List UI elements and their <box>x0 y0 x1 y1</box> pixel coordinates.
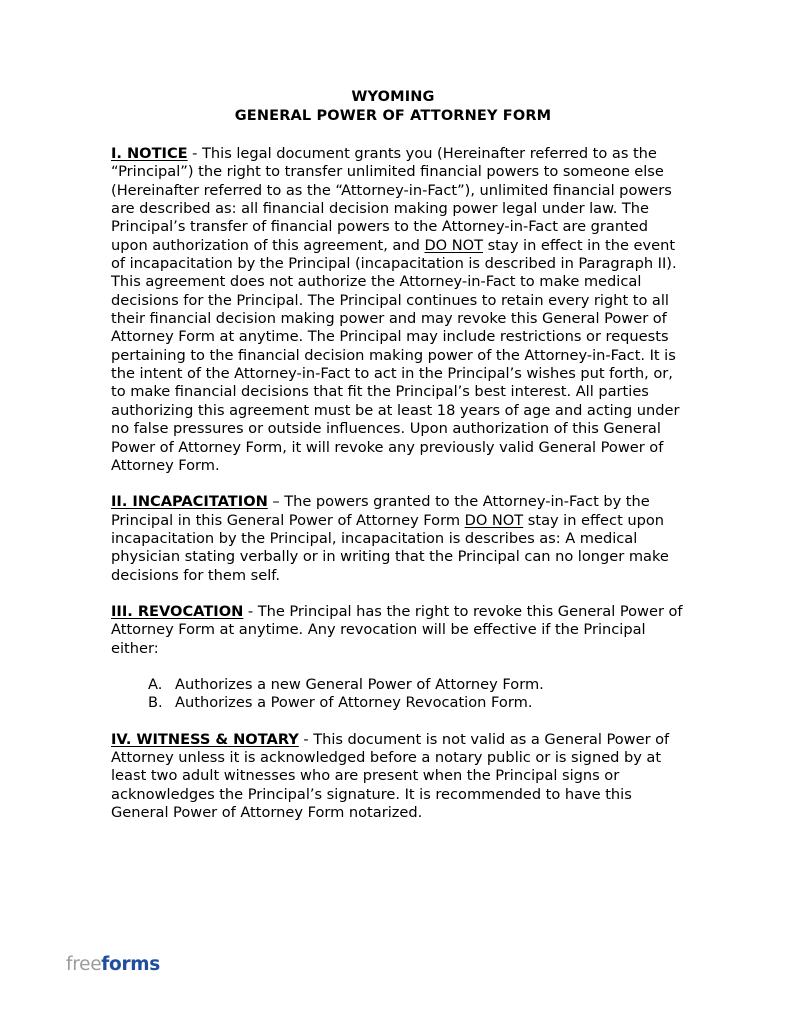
document-body <box>111 145 683 822</box>
list-item-marker: B. <box>148 694 163 712</box>
section-witness-notary-text-1: This document is not valid as a General Power of Attorney unless it is acknowledged before a notary public or is signed by at least two adult witnesses who are present when the Principal signs or acknowledges the Principal’s signature. It is recommended to have this General Power of Attorney Form notarized. <box>111 730 670 821</box>
list-item-label: Authorizes a new General Power of Attorney Form. <box>175 675 544 693</box>
section-notice-heading: I. NOTICE <box>111 145 188 162</box>
revocation-options-list <box>111 676 683 713</box>
logo-text-free: free <box>66 954 102 975</box>
section-incapacitation-emphasis: DO NOT <box>464 511 524 529</box>
section-notice-text-2: stay in effect in the event of incapacitation by the Principal (incapacitation is described in Paragraph II). This agreement does not authorize the Attorney-in-Fact to make medical decisions for the Principal. The Principal continues to retain every right to all their financial decision making power and may revoke this General Power of Attorney Form at anytime. The Principal may include restrictions or requests pertaining to the financial decision making power of the Attorney-in-Fact. It is the intent of the Attorney-in-Fact to act in the Principal’s wishes put forth, or, to make financial decisions that fit the Principal’s best interest. All parties authorizing this agreement must be at least 18 years of age and acting under no false pressures or outside influences. Upon authorization of this General Power of Attorney Form, it will revoke any previously valid General Power of Attorney Form. <box>111 236 680 474</box>
list-item <box>148 676 683 694</box>
section-incapacitation <box>111 493 683 585</box>
section-witness-notary-dash: - <box>298 730 314 748</box>
section-notice-dash: - <box>187 145 202 162</box>
section-notice <box>111 145 683 475</box>
section-revocation-heading: III. REVOCATION <box>111 602 244 620</box>
freeforms-logo <box>66 955 160 975</box>
section-notice-emphasis: DO NOT <box>424 236 484 254</box>
section-witness-notary-heading: IV. WITNESS & NOTARY <box>111 730 299 748</box>
logo-text-forms: forms <box>101 954 160 975</box>
list-item <box>148 694 683 712</box>
section-revocation-dash: - <box>243 602 258 620</box>
list-item-label: Authorizes a Power of Attorney Revocation Form. <box>175 694 533 712</box>
section-incapacitation-text-2: stay in effect upon incapacitation by the Principal, incapacitation is describes as: A medical physician stating verbally or in writing that the Principal can no longer make decisions for them self. <box>111 511 669 584</box>
section-revocation <box>111 603 683 658</box>
section-incapacitation-heading: II. INCAPACITATION <box>111 493 268 511</box>
section-notice-text-1: This legal document grants you (Hereinafter referred to as the “Principal”) the right to transfer unlimited financial powers to someone else (Hereinafter referred to as the “Attorney-in-Fact”), unlimited financial powers are described as: all financial decision making power legal under law. The Principal’s transfer of financial powers to the Attorney-in-Fact are granted upon authorization of this agreement, and <box>111 145 672 254</box>
title-line-form-name: GENERAL POWER OF ATTORNEY FORM <box>234 108 552 124</box>
document-title <box>0 88 786 126</box>
section-incapacitation-text-1: The powers granted to the Attorney-in-Fact by the Principal in this General Power of Attorney Form <box>111 493 650 529</box>
list-item-marker: A. <box>148 675 163 693</box>
section-witness-notary <box>111 731 683 823</box>
title-line-state: WYOMING <box>351 89 435 105</box>
section-incapacitation-dash: – <box>267 493 285 511</box>
section-revocation-text-1: The Principal has the right to revoke this General Power of Attorney Form at anytime. Any revocation will be effective if the Principal either: <box>111 602 683 657</box>
